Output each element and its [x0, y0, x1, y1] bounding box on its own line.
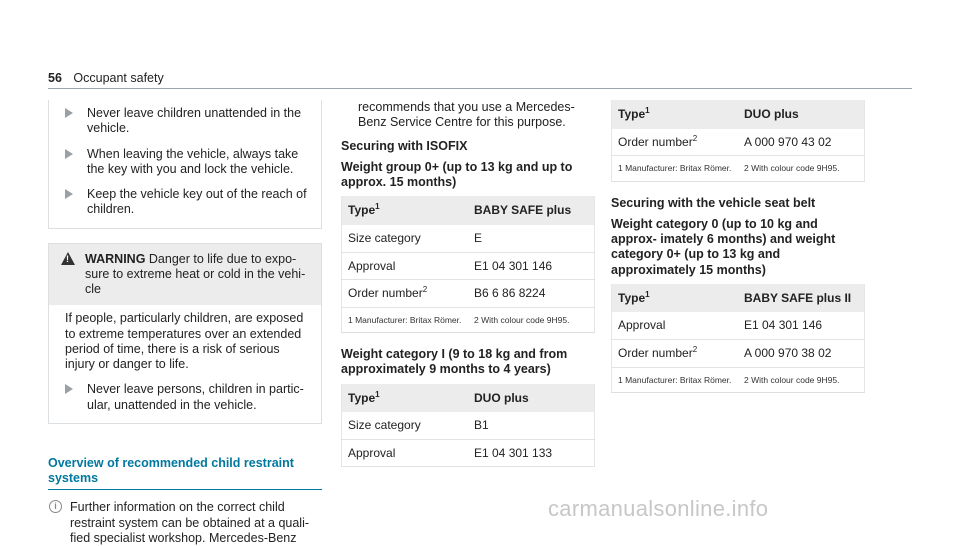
warning-body: [49, 305, 321, 423]
table-row: Size category B1: [342, 412, 595, 439]
warning-text: If people, particularly children, are exposed to extreme temperatures over an extended period of time, there is a risk of serious injury or danger to life.: [65, 311, 304, 371]
page-number: 56: [48, 71, 62, 85]
arrow-icon: [65, 149, 73, 159]
table-footnotes: 1 Manufacturer: Britax Römer. 2 With colour code 9H95.: [342, 307, 595, 332]
warning-header: [49, 244, 321, 306]
bullet-item: Never leave persons, children in partic- ular, unattended in the vehicle.: [65, 382, 311, 413]
arrow-icon: [65, 384, 73, 394]
isofix-heading: Securing with ISOFIX: [341, 138, 468, 153]
column-3: [611, 100, 865, 407]
group-heading: Weight category I (9 to 18 kg and from approximately 9 months to 4 years): [341, 347, 568, 377]
header-divider: [48, 88, 912, 89]
bullet-item: When leaving the vehicle, always take the key with you and lock the vehicle.: [65, 147, 311, 178]
bullet-item: Never leave children unattended in the vehicle.: [65, 106, 311, 137]
spec-table: Type$^1$ BABY SAFE plus Size category E Approval E1 04 301 146 Order number$^2$ B6 6 86 8224 1 Manufacturer: Britax Römer. 2 With colour code 9H95.: [341, 196, 595, 333]
paragraph: recommends that you use a Mercedes-Benz Service Centre for this purpose.: [358, 100, 575, 130]
arrow-icon: [65, 189, 73, 199]
table-row: Approval E1 04 301 146: [612, 312, 865, 339]
column-1: [48, 100, 322, 546]
table-row: Approval E1 04 301 146: [342, 252, 595, 280]
info-icon: i: [49, 500, 62, 513]
info-note: i Further information on the correct child restraint system can be obtained at a quali- fied specialist workshop. Mercedes-Benz: [48, 500, 322, 546]
table-row: Order number$^2$ B6 6 86 8224: [342, 280, 595, 308]
table-row: Size category E: [342, 225, 595, 252]
table-footnotes: 1 Manufacturer: Britax Römer. 2 With colour code 9H95.: [612, 156, 865, 181]
column-2: [341, 100, 595, 481]
warning-label: WARNING: [85, 251, 146, 266]
warning-head-text: Danger to life due to expo- sure to extreme heat or cold in the vehi- cle: [85, 251, 306, 296]
page-header: [48, 71, 164, 86]
spec-table: Type$^1$ BABY SAFE plus II Approval E1 04 301 146 Order number$^2$ A 000 970 38 02 1 Manufacturer: Britax Römer. 2 With colour code 9H95.: [611, 284, 865, 393]
safety-bullets: [48, 100, 322, 229]
table-row: Order number$^2$ A 000 970 43 02: [612, 129, 865, 156]
group-heading: Weight category 0 (up to 10 kg and approx- imately 6 months) and weight category 0+ (up to 13 kg and approximately 15 months): [611, 216, 836, 277]
belt-heading: Securing with the vehicle seat belt: [611, 195, 816, 210]
table-footnotes: 1 Manufacturer: Britax Römer. 2 With colour code 9H95.: [612, 367, 865, 392]
watermark-text: carmanualsonline.info: [548, 496, 769, 521]
table-row: Approval E1 04 301 133: [342, 439, 595, 467]
table-row: Order number$^2$ A 000 970 38 02: [612, 340, 865, 368]
warning-box: [48, 243, 322, 424]
section-heading: Overview of recommended child restraint systems: [48, 456, 322, 491]
group-heading: Weight group 0+ (up to 13 kg and up to approx. 15 months): [341, 159, 573, 189]
warning-triangle-icon: [61, 252, 75, 265]
section-name: Occupant safety: [73, 71, 164, 85]
spec-table: Type$^1$ DUO plus Order number$^2$ A 000 970 43 02 1 Manufacturer: Britax Römer. 2 With colour code 9H95.: [611, 100, 865, 182]
bullet-item: Keep the vehicle key out of the reach of children.: [65, 187, 311, 218]
spec-table: Type$^1$ DUO plus Size category B1 Approval E1 04 301 133: [341, 384, 595, 468]
arrow-icon: [65, 108, 73, 118]
